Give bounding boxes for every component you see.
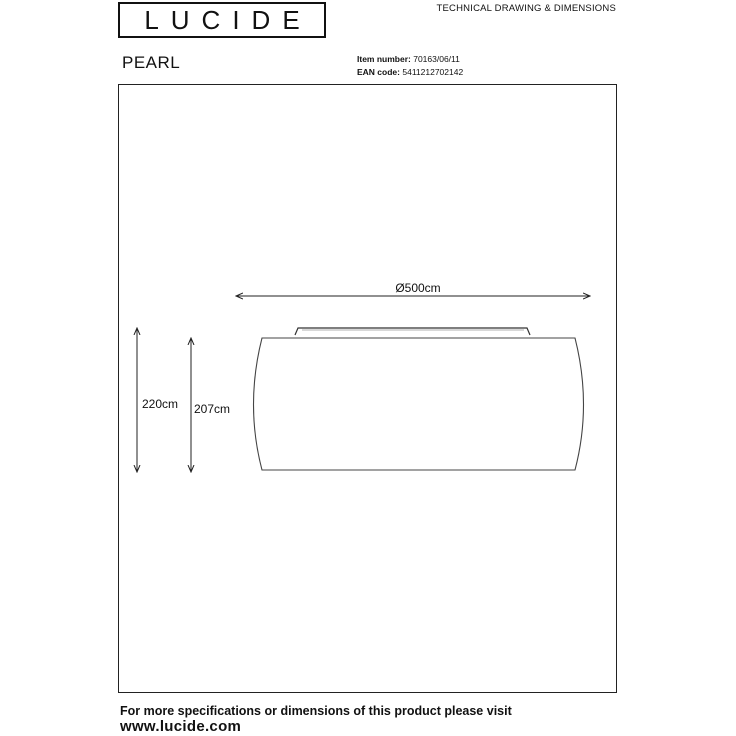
footer-url-link[interactable]: www.lucide.com	[120, 718, 242, 735]
brand-logo-text: LUCIDE	[144, 4, 312, 35]
item-number-value: 70163/06/11	[413, 54, 460, 64]
height-body-label: 207cm	[194, 402, 231, 416]
ceiling-canopy	[295, 328, 530, 335]
document-header: TECHNICAL DRAWING & DIMENSIONS	[436, 3, 616, 14]
product-title: PEARL	[122, 53, 181, 72]
item-number-label: Item number:	[357, 54, 411, 64]
height-total-label: 220cm	[142, 397, 179, 411]
ean-value: 5411212702142	[402, 67, 464, 77]
lamp-body-outline	[254, 338, 584, 470]
diameter-label: Ø500cm	[395, 281, 441, 295]
ean-label: EAN code:	[357, 67, 400, 77]
footer-note: For more specifications or dimensions of this product please visit	[120, 704, 512, 718]
